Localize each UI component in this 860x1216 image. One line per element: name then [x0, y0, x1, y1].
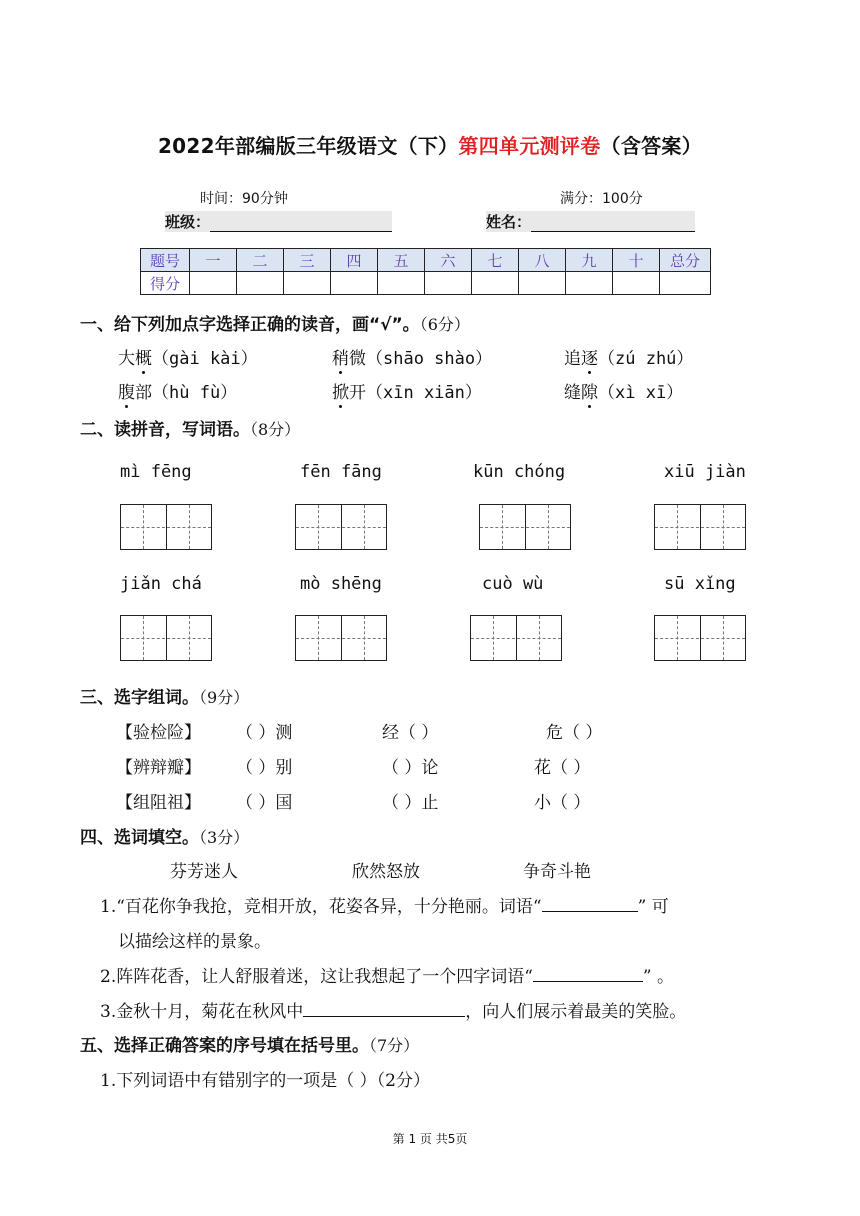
pinyin-prompt: fēn fāng [300, 462, 382, 482]
fill-blank[interactable]: （ ）国 [236, 793, 293, 813]
score-table-header-row [141, 249, 711, 272]
question-4-1-cont: 以描绘这样的景象。 [118, 932, 271, 952]
table-cell: 一 [190, 249, 237, 272]
table-cell: 六 [425, 249, 472, 272]
section-5-heading: 五、选择正确答案的序号填在括号里。（7分） [80, 1036, 420, 1056]
char-group: 【辨辩瓣】 [116, 758, 201, 778]
pinyin-prompt: kūn chóng [473, 462, 566, 482]
section-4-heading: 四、选词填空。（3分） [80, 828, 250, 848]
score-input-cell[interactable] [660, 272, 711, 295]
score-table-score-row [141, 272, 711, 295]
section-2-heading: 二、读拼音，写词语。（8分） [80, 420, 301, 440]
char-group: 【组阻祖】 [116, 793, 201, 813]
section-1-heading: 一、给下列加点字选择正确的读音，画“√”。（6分） [80, 315, 470, 335]
writing-grid[interactable] [120, 504, 212, 550]
score-input-cell[interactable] [378, 272, 425, 295]
s1-item: 大概（gài kài） [118, 349, 258, 369]
table-cell: 七 [472, 249, 519, 272]
pinyin-prompt: sū xǐng [664, 574, 736, 594]
table-cell: 四 [331, 249, 378, 272]
writing-grid[interactable] [120, 615, 212, 661]
writing-grid[interactable] [295, 504, 387, 550]
fill-blank[interactable]: （ ）测 [236, 723, 293, 743]
score-input-cell[interactable] [519, 272, 566, 295]
table-cell: 五 [378, 249, 425, 272]
answer-blank[interactable] [542, 911, 638, 912]
score-input-cell[interactable] [472, 272, 519, 295]
name-field[interactable]: 姓名： [486, 211, 695, 232]
score-input-cell[interactable] [613, 272, 660, 295]
word-option: 欣然怒放 [352, 862, 420, 882]
table-cell: 十 [613, 249, 660, 272]
score-input-cell[interactable] [284, 272, 331, 295]
writing-grid[interactable] [654, 615, 746, 661]
score-input-cell[interactable] [566, 272, 613, 295]
score-input-cell[interactable] [237, 272, 284, 295]
score-table [140, 248, 711, 295]
answer-blank[interactable] [303, 1016, 465, 1017]
word-option: 芬芳迷人 [170, 862, 238, 882]
s1-item: 稍微（shāo shào） [332, 349, 493, 369]
table-cell: 八 [519, 249, 566, 272]
table-cell: 得分 [141, 272, 190, 295]
fill-blank[interactable]: （ ）论 [382, 758, 439, 778]
question-5-1: 1.下列词语中有错别字的一项是（ ）（2分） [100, 1071, 430, 1091]
score-input-cell[interactable] [425, 272, 472, 295]
page-footer: 第 1 页 共5页 [392, 1132, 468, 1146]
table-cell: 三 [284, 249, 331, 272]
writing-grid[interactable] [295, 615, 387, 661]
table-cell: 二 [237, 249, 284, 272]
page-title: 2022年部编版三年级语文（下）第四单元测评卷（含答案） [157, 134, 703, 158]
score-input-cell[interactable] [190, 272, 237, 295]
fill-blank[interactable]: 花（ ） [534, 758, 591, 778]
fill-blank[interactable]: 危（ ） [546, 723, 603, 743]
word-option: 争奇斗艳 [523, 862, 591, 882]
fill-blank[interactable]: （ ）别 [236, 758, 293, 778]
score-input-cell[interactable] [331, 272, 378, 295]
section-3-heading: 三、选字组词。（9分） [80, 688, 250, 708]
pinyin-prompt: mì fēng [120, 462, 192, 482]
full-score: 满分：100分 [560, 191, 643, 207]
answer-blank[interactable] [533, 981, 643, 982]
s1-item: 追逐（zú zhú） [564, 349, 694, 369]
question-4-2: 2.阵阵花香，让人舒服着迷，这让我想起了一个四字词语“ ” 。 [100, 967, 675, 987]
fill-blank[interactable]: （ ）止 [382, 793, 439, 813]
pinyin-prompt: xiū jiàn [664, 462, 746, 482]
table-cell: 九 [566, 249, 613, 272]
question-4-3: 3.金秋十月，菊花在秋风中 ，向人们展示着最美的笑脸。 [100, 1002, 687, 1022]
writing-grid[interactable] [654, 504, 746, 550]
s1-item: 掀开（xīn xiān） [332, 383, 482, 403]
exam-time: 时间：90分钟 [200, 191, 288, 207]
class-field[interactable]: 班级： [165, 211, 392, 232]
fill-blank[interactable]: 小（ ） [534, 793, 591, 813]
question-4-1: 1.“百花你争我抢，竞相开放，花姿各异，十分艳丽。词语“ ” 可 [100, 897, 669, 917]
s1-item: 缝隙（xì xī） [564, 383, 684, 403]
fill-blank[interactable]: 经（ ） [382, 723, 439, 743]
char-group: 【验检险】 [116, 723, 201, 743]
table-cell: 总分 [660, 249, 711, 272]
table-cell: 题号 [141, 249, 190, 272]
writing-grid[interactable] [470, 615, 562, 661]
pinyin-prompt: jiǎn chá [120, 574, 202, 594]
pinyin-prompt: cuò wù [482, 574, 544, 594]
pinyin-prompt: mò shēng [300, 574, 382, 594]
writing-grid[interactable] [479, 504, 571, 550]
s1-item: 腹部（hù fù） [118, 383, 238, 403]
